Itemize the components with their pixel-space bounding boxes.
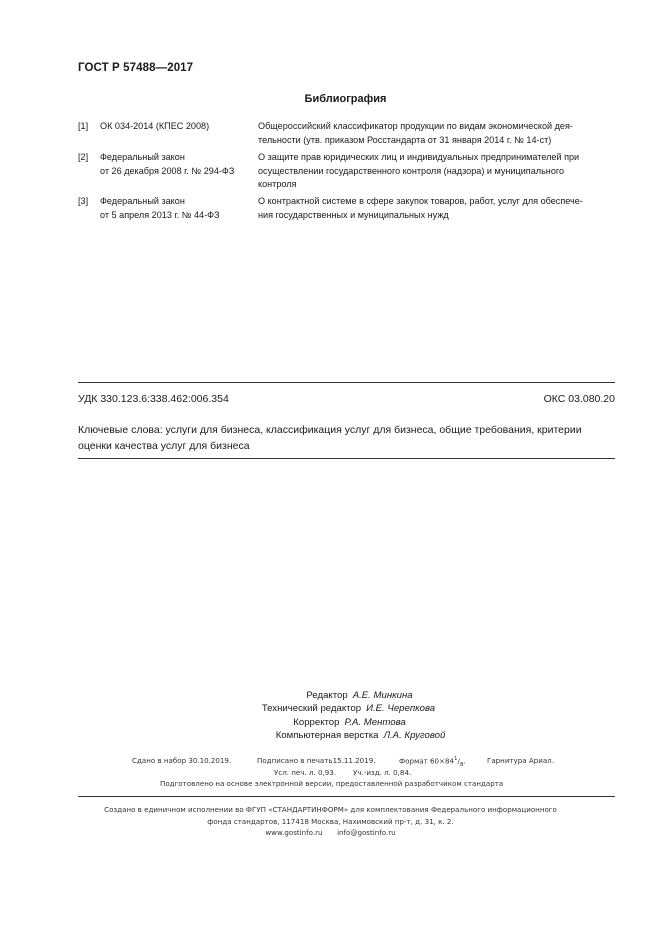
ref-number: [2] <box>78 152 89 162</box>
bibliography-title: Библиография <box>304 93 387 105</box>
format-label: Формат 60×84 <box>399 756 455 766</box>
editorial-credits <box>0 689 661 742</box>
ref-description-line: О контрактной системе в сфере закупок товаров, работ, услуг для обеспече- <box>258 196 583 206</box>
credit-name: А.Е. Минкина <box>352 690 413 701</box>
website-link[interactable]: www.gostinfo.ru <box>265 828 323 837</box>
ref-description <box>258 195 616 222</box>
ref-source-line: от 5 апреля 2013 г. № 44-ФЗ <box>100 209 220 220</box>
ref-number: [1] <box>78 121 89 131</box>
credit-editor <box>0 689 661 702</box>
credit-name: Л.А. Круговой <box>383 729 446 741</box>
print-typeface: Гарнитура Ариал. <box>487 756 554 765</box>
credit-role: Редактор <box>306 690 348 701</box>
ref-description-line: контроля <box>258 179 297 189</box>
ref-description-line: ния государственных и муниципальных нужд <box>258 209 449 220</box>
ref-source-line: ОК 034-2014 (КПЕС 2008) <box>100 121 210 131</box>
print-prepared: Подготовлено на основе электронной версии, предоставленной разработчиком стандарта <box>160 779 504 788</box>
ref-description-line: осуществлении государственного контроля (надзора) и муниципального <box>258 165 565 176</box>
print-format: Формат $60\times 84^1/_8$. <box>399 756 466 768</box>
keywords-paragraph <box>78 423 616 454</box>
keywords-line: оценки качества услуг для бизнеса <box>78 439 250 452</box>
credit-tech-editor <box>0 702 661 715</box>
divider-rule <box>78 796 615 797</box>
oks-code: ОКС 03.080.20 <box>543 393 615 405</box>
credit-role: Технический редактор <box>261 703 362 715</box>
format-sub: 8 <box>459 761 464 768</box>
ref-description-line: Общероссийский классификатор продукции по видам экономической дея- <box>258 121 573 131</box>
created-line-1: Создано в единичном исполнении во ФГУП «СТАНДАРТИНФОРМ» для комплектования Федерального информационного <box>104 805 557 814</box>
ref-source-line: Федеральный закон <box>100 152 185 162</box>
email-link[interactable]: info@gostinfo.ru <box>337 828 396 837</box>
ref-source <box>100 151 252 178</box>
print-sheets: Усл. печ. л. 0,93. <box>274 768 337 777</box>
credit-proofreader <box>0 716 661 729</box>
ref-source <box>100 195 252 222</box>
document-header-standard: ГОСТ Р 57488—2017 <box>78 62 194 74</box>
ref-number: [3] <box>78 196 89 206</box>
ref-source-line: от 26 декабря 2008 г. № 294-ФЗ <box>100 165 235 176</box>
credit-name: И.Е. Черепкова <box>366 703 436 715</box>
ref-description-line: О защите прав юридических лиц и индивидуальных предпринимателей при <box>258 152 580 162</box>
created-line-2: фонда стандартов, 117418 Москва, Нахимовский пр-т, д. 31, к. 2. <box>207 817 454 826</box>
keywords-line: Ключевые слова: услуги для бизнеса, классификация услуг для бизнеса, общие требования, критерии <box>78 424 582 436</box>
credit-name: Р.А. Ментова <box>344 716 406 728</box>
credit-role: Компьютерная верстка <box>275 729 379 741</box>
credit-layout <box>0 729 661 742</box>
format-sup: 1 <box>454 756 458 762</box>
udk-code: УДК 330.123.6:338.462:006.354 <box>78 393 229 405</box>
credit-role: Корректор <box>293 716 340 728</box>
divider-rule <box>78 458 615 459</box>
ref-description <box>258 120 616 147</box>
ref-source-line: Федеральный закон <box>100 196 185 206</box>
print-submitted: Сдано в набор 30.10.2019. <box>132 756 232 765</box>
print-pub-sheets: Уч.-изд. л. 0,84. <box>353 768 412 777</box>
created-contacts <box>0 828 661 837</box>
divider-rule <box>78 382 615 383</box>
print-signed: Подписано в печать15.11.2019. <box>257 756 376 765</box>
ref-source <box>100 120 252 134</box>
ref-description-line: тельности (утв. приказом Росстандарта от 31 января 2014 г. № 14-ст) <box>258 134 552 145</box>
ref-description <box>258 151 616 192</box>
